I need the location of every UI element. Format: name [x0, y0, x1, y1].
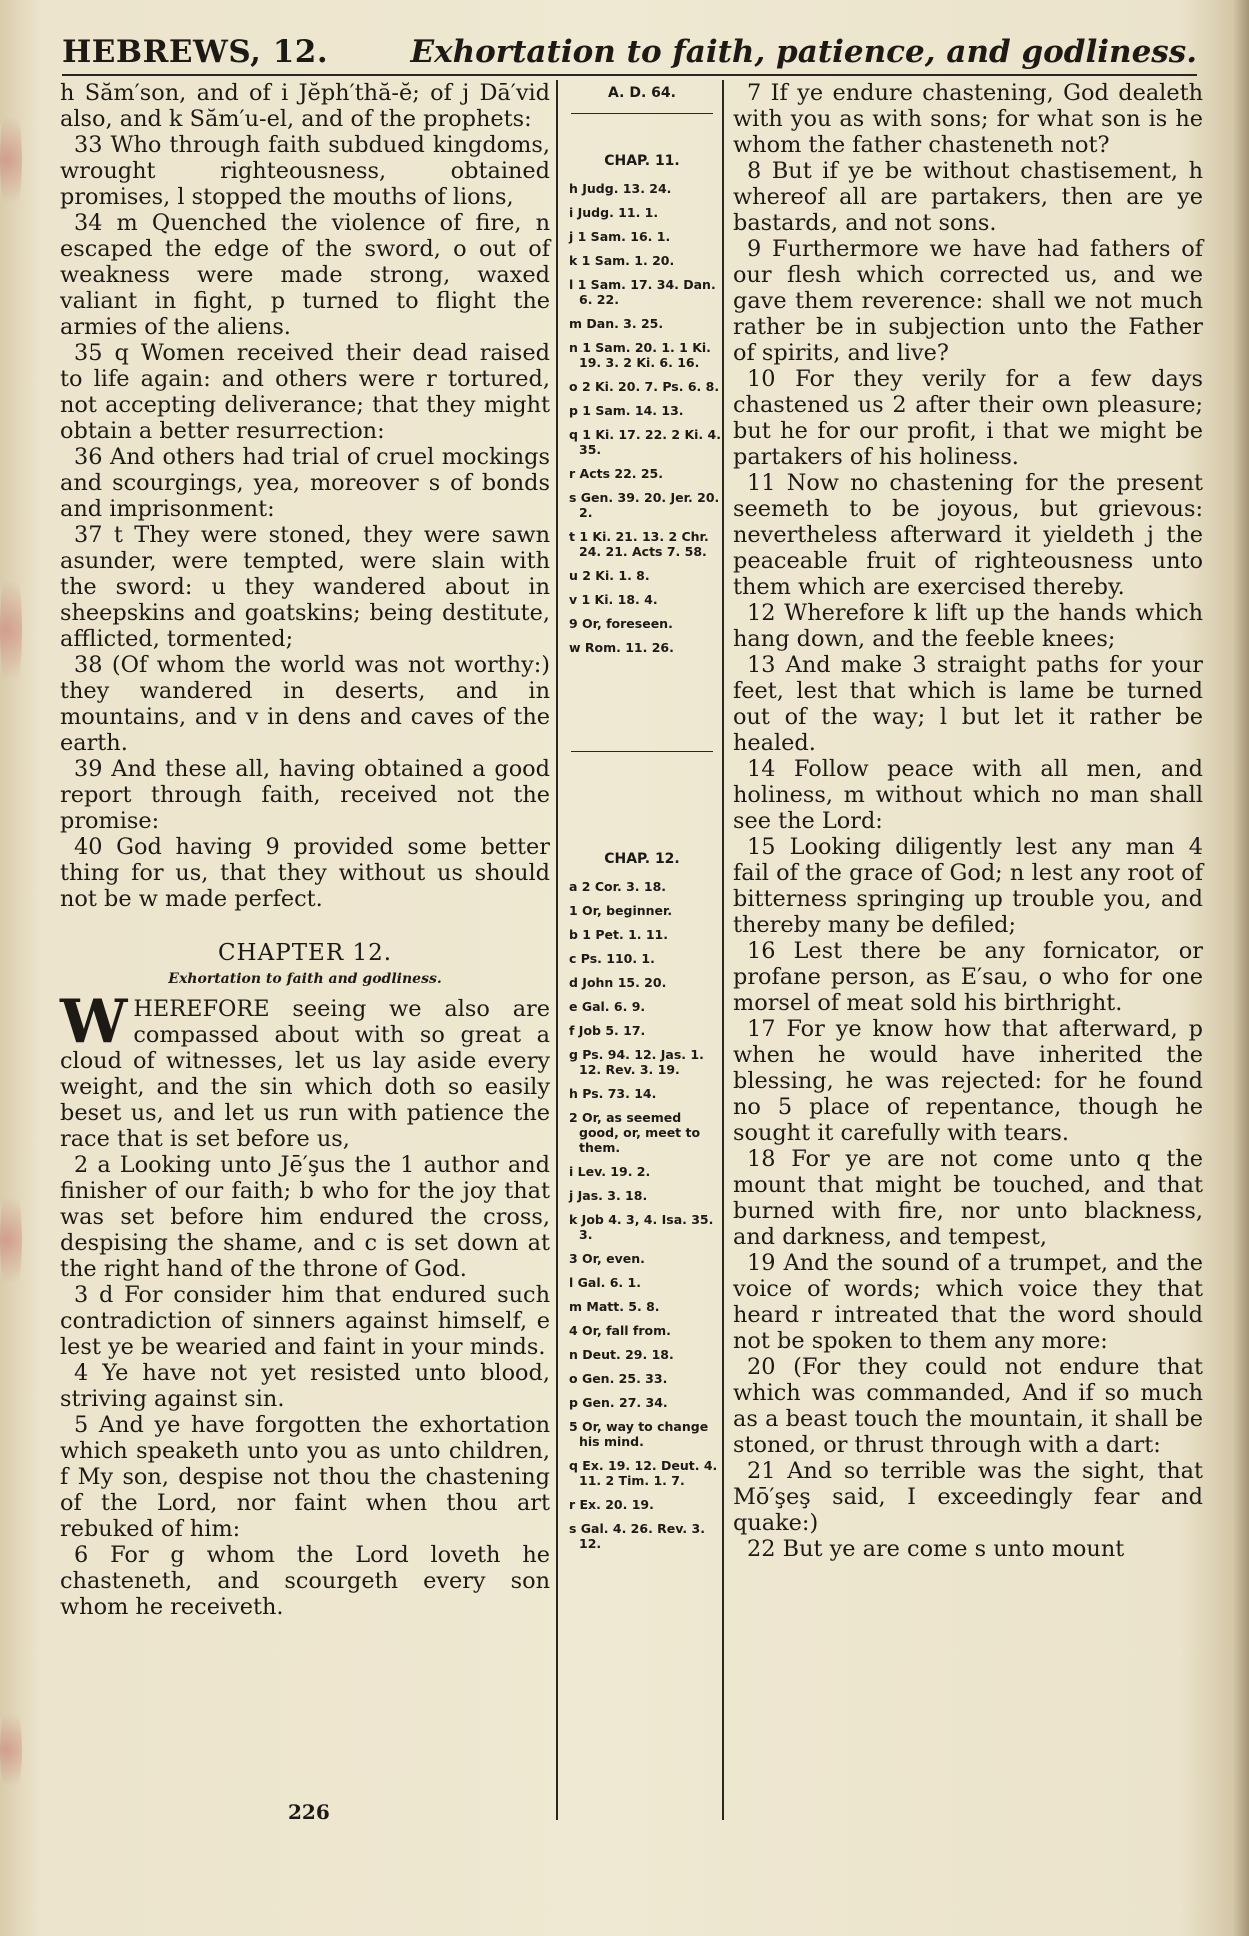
reference-note: 5 Or, way to change his mind. [569, 1419, 709, 1449]
reference-note: v 1 Ki. 18. 4. [569, 592, 658, 607]
reference-rule [571, 751, 713, 752]
center-reference-column [563, 80, 721, 1560]
reference-note: 9 Or, foreseen. [569, 616, 673, 631]
verse-20: 20 (For they could not endure that which was commanded, And if so much as a beast touch the mountain, it shall be stoned, or thrust through with a dart: [733, 1354, 1203, 1458]
verse-6: 6 For g whom the Lord loveth he chasteneth, and scourgeth every son whom he receiveth. [60, 1542, 550, 1620]
verse-37: 37 t They were stoned, they were sawn asunder, were tempted, were slain with the sword: u they wandered about in sheepskins and goatskins; being destitute, afflicted, tormented; [60, 522, 550, 652]
reference-note: j Jas. 3. 18. [569, 1188, 648, 1203]
reference-note: f Job 5. 17. [569, 1023, 646, 1038]
reference-note: a 2 Cor. 3. 18. [569, 879, 667, 894]
reference-note: e Gal. 6. 9. [569, 999, 646, 1014]
page-edge-tint [0, 1180, 22, 1300]
verse-19: 19 And the sound of a trumpet, and the voice of words; which voice they that heard r intreated that the word should not be spoken to them any more: [733, 1250, 1203, 1354]
reference-note: b 1 Pet. 1. 11. [569, 927, 669, 942]
reference-note: g Ps. 94. 12. Jas. 1. 12. Rev. 3. 19. [569, 1047, 704, 1077]
reference-note: h Judg. 13. 24. [569, 181, 672, 196]
column-rule-right [722, 80, 724, 1820]
verse-8: 8 But if ye be without chastisement, h whereof all are partakers, then are ye bastards, and not sons. [733, 158, 1203, 236]
reference-note: 2 Or, as seemed good, or, meet to them. [569, 1110, 701, 1155]
reference-note: 3 Or, even. [569, 1251, 645, 1266]
verse-14: 14 Follow peace with all men, and holiness, m without which no man shall see the Lord: [733, 756, 1203, 834]
column-rule-left [556, 80, 558, 1820]
verse-15: 15 Looking diligently lest any man 4 fail of the grace of God; n lest any root of bitterness springing up trouble you, and thereby many be defiled; [733, 834, 1203, 938]
verse-10: 10 For they verily for a few days chastened us 2 after their own pleasure; but he for our profit, i that we might be partakers of his holiness. [733, 366, 1203, 470]
page-number: 226 [288, 1800, 330, 1824]
verse-36: 36 And others had trial of cruel mockings and scourgings, yea, moreover s of bonds and imprisonment: [60, 444, 550, 522]
reference-note: m Dan. 3. 25. [569, 316, 664, 331]
page-edge-shadow [1233, 0, 1249, 1936]
reference-note: q Ex. 19. 12. Deut. 4. 11. 2 Tim. 1. 7. [569, 1458, 718, 1488]
verse-22: 22 But ye are come s unto mount [747, 1536, 1125, 1562]
verse-40: 40 God having 9 provided some better thing for us, that they without us should not be w made perfect. [60, 834, 550, 912]
drop-cap: W [60, 987, 128, 1057]
chapter-summary: Exhortation to faith and godliness. [168, 971, 442, 987]
left-column [60, 80, 550, 1620]
right-column [733, 80, 1203, 1562]
reference-note: t 1 Ki. 21. 13. 2 Chr. 24. 21. Acts 7. 58. [569, 529, 709, 559]
reference-note: o Gen. 25. 33. [569, 1371, 668, 1386]
chapter-11-refs-label: CHAP. 11. [604, 153, 680, 169]
verse-5: 5 And ye have forgotten the exhortation which speaketh unto you as unto children, f My son, despise not thou the chastening of the Lord, nor faint when thou art rebuked of him: [60, 1412, 550, 1542]
chapter-heading: CHAPTER 12. [217, 940, 393, 966]
chapter-11-refs [563, 181, 721, 655]
verse-12: 12 Wherefore k lift up the hands which hang down, and the feeble knees; [733, 600, 1203, 652]
verse-21: 21 And so terrible was the sight, that Mō′şeş said, I exceedingly fear and quake:) [733, 1458, 1203, 1536]
reference-note: h Ps. 73. 14. [569, 1086, 657, 1101]
reference-note: r Acts 22. 25. [569, 466, 664, 481]
reference-rule [571, 113, 713, 114]
reference-note: k Job 4. 3, 4. Isa. 35. 3. [569, 1212, 714, 1242]
reference-note: s Gal. 4. 26. Rev. 3. 12. [569, 1521, 705, 1551]
reference-note: j 1 Sam. 16. 1. [569, 229, 671, 244]
reference-note: r Ex. 20. 19. [569, 1497, 654, 1512]
reference-note: l 1 Sam. 17. 34. Dan. 6. 22. [569, 277, 716, 307]
reference-note: n Deut. 29. 18. [569, 1347, 674, 1362]
date-marker: A. D. 64. [608, 85, 676, 101]
running-header [62, 30, 1197, 76]
reference-note: m Matt. 5. 8. [569, 1299, 660, 1314]
reference-note: 4 Or, fall from. [569, 1323, 671, 1338]
verse-9: 9 Furthermore we have had fathers of our flesh which corrected us, and we gave them reverence: shall we not much rather be in subjection unto the Father of spirits, and live? [733, 236, 1203, 366]
verse-1 [60, 987, 550, 1152]
reference-note: q 1 Ki. 17. 22. 2 Ki. 4. 35. [569, 427, 721, 457]
verse-18: 18 For ye are not come unto q the mount that might be touched, and that burned with fire, nor unto blackness, and darkness, and tempest, [733, 1146, 1203, 1250]
reference-note: o 2 Ki. 20. 7. Ps. 6. 8. [569, 379, 720, 394]
verse-2: 2 a Looking unto Jē′şus the 1 author and finisher of our faith; b who for the joy that was set before him endured the cross, despising the shame, and c is set down at the right hand of the throne of God. [60, 1152, 550, 1282]
reference-note: 1 Or, beginner. [569, 903, 673, 918]
reference-note: k 1 Sam. 1. 20. [569, 253, 675, 268]
chapter-12-refs [563, 879, 721, 1551]
reference-note: p Gen. 27. 34. [569, 1395, 668, 1410]
page-edge-tint [0, 100, 22, 220]
verse-13: 13 And make 3 straight paths for your feet, lest that which is lame be turned out of the way; l but let it rather be healed. [733, 652, 1203, 756]
reference-note: u 2 Ki. 1. 8. [569, 568, 650, 583]
verse-1-text: HEREFORE seeing we also are compassed about with so great a cloud of witnesses, let us lay aside every weight, and the sin which doth so easily beset us, and let us run with patience the race that is set before us, [60, 996, 550, 1152]
verse-38: 38 (Of whom the world was not worthy:) they wandered in deserts, and in mountains, and v in dens and caves of the earth. [60, 652, 550, 756]
reference-note: n 1 Sam. 20. 1. 1 Ki. 19. 3. 2 Ki. 6. 16. [569, 340, 711, 370]
verse-32-cont: h Săm′son, and of i Jĕph′thă-ĕ; of j Dā′vid also, and k Săm′u-el, and of the prophets: [60, 80, 550, 132]
verse-34: 34 m Quenched the violence of fire, n escaped the edge of the sword, o out of weakness were made strong, waxed valiant in fight, p turned to flight the armies of the aliens. [60, 210, 550, 340]
reference-note: p 1 Sam. 14. 13. [569, 403, 684, 418]
reference-note: i Lev. 19. 2. [569, 1164, 651, 1179]
page-edge-tint [0, 1700, 22, 1800]
verse-16: 16 Lest there be any fornicator, or profane person, as E′sau, o who for one morsel of meat sold his birthright. [733, 938, 1203, 1016]
verse-3: 3 d For consider him that endured such contradiction of sinners against himself, e lest ye be wearied and faint in your minds. [60, 1282, 550, 1360]
chapter-12-refs-label: CHAP. 12. [604, 851, 680, 867]
verse-39: 39 And these all, having obtained a good report through faith, received not the promise: [60, 756, 550, 834]
reference-note: i Judg. 11. 1. [569, 205, 659, 220]
reference-note: s Gen. 39. 20. Jer. 20. 2. [569, 490, 720, 520]
reference-note: c Ps. 110. 1. [569, 951, 655, 966]
verse-7: 7 If ye endure chastening, God dealeth with you as with sons; for what son is he whom the father chasteneth not? [733, 80, 1203, 158]
reference-note: l Gal. 6. 1. [569, 1275, 641, 1290]
verse-4: 4 Ye have not yet resisted unto blood, striving against sin. [60, 1360, 550, 1412]
reference-note: d John 15. 20. [569, 975, 667, 990]
verse-35: 35 q Women received their dead raised to life again: and others were r tortured, not accepting deliverance; that they might obtain a better resurrection: [60, 340, 550, 444]
reference-note: w Rom. 11. 26. [569, 640, 674, 655]
page-edge-tint [0, 560, 22, 700]
verse-17: 17 For ye know how that afterward, p when he would have inherited the blessing, he was rejected: for he found no 5 place of repentance, though he sought it carefully with tears. [733, 1016, 1203, 1146]
verse-33: 33 Who through faith subdued kingdoms, wrought righteousness, obtained promises, l stopped the mouths of lions, [60, 132, 550, 210]
verse-11: 11 Now no chastening for the present seemeth to be joyous, but grievous: nevertheless afterward it yieldeth j the peaceable fruit of righteousness unto them which are exercised thereby. [733, 470, 1203, 600]
page-summary: Exhortation to faith, patience, and godliness. [410, 34, 1197, 70]
book-title: HEBREWS, 12. [62, 34, 329, 70]
